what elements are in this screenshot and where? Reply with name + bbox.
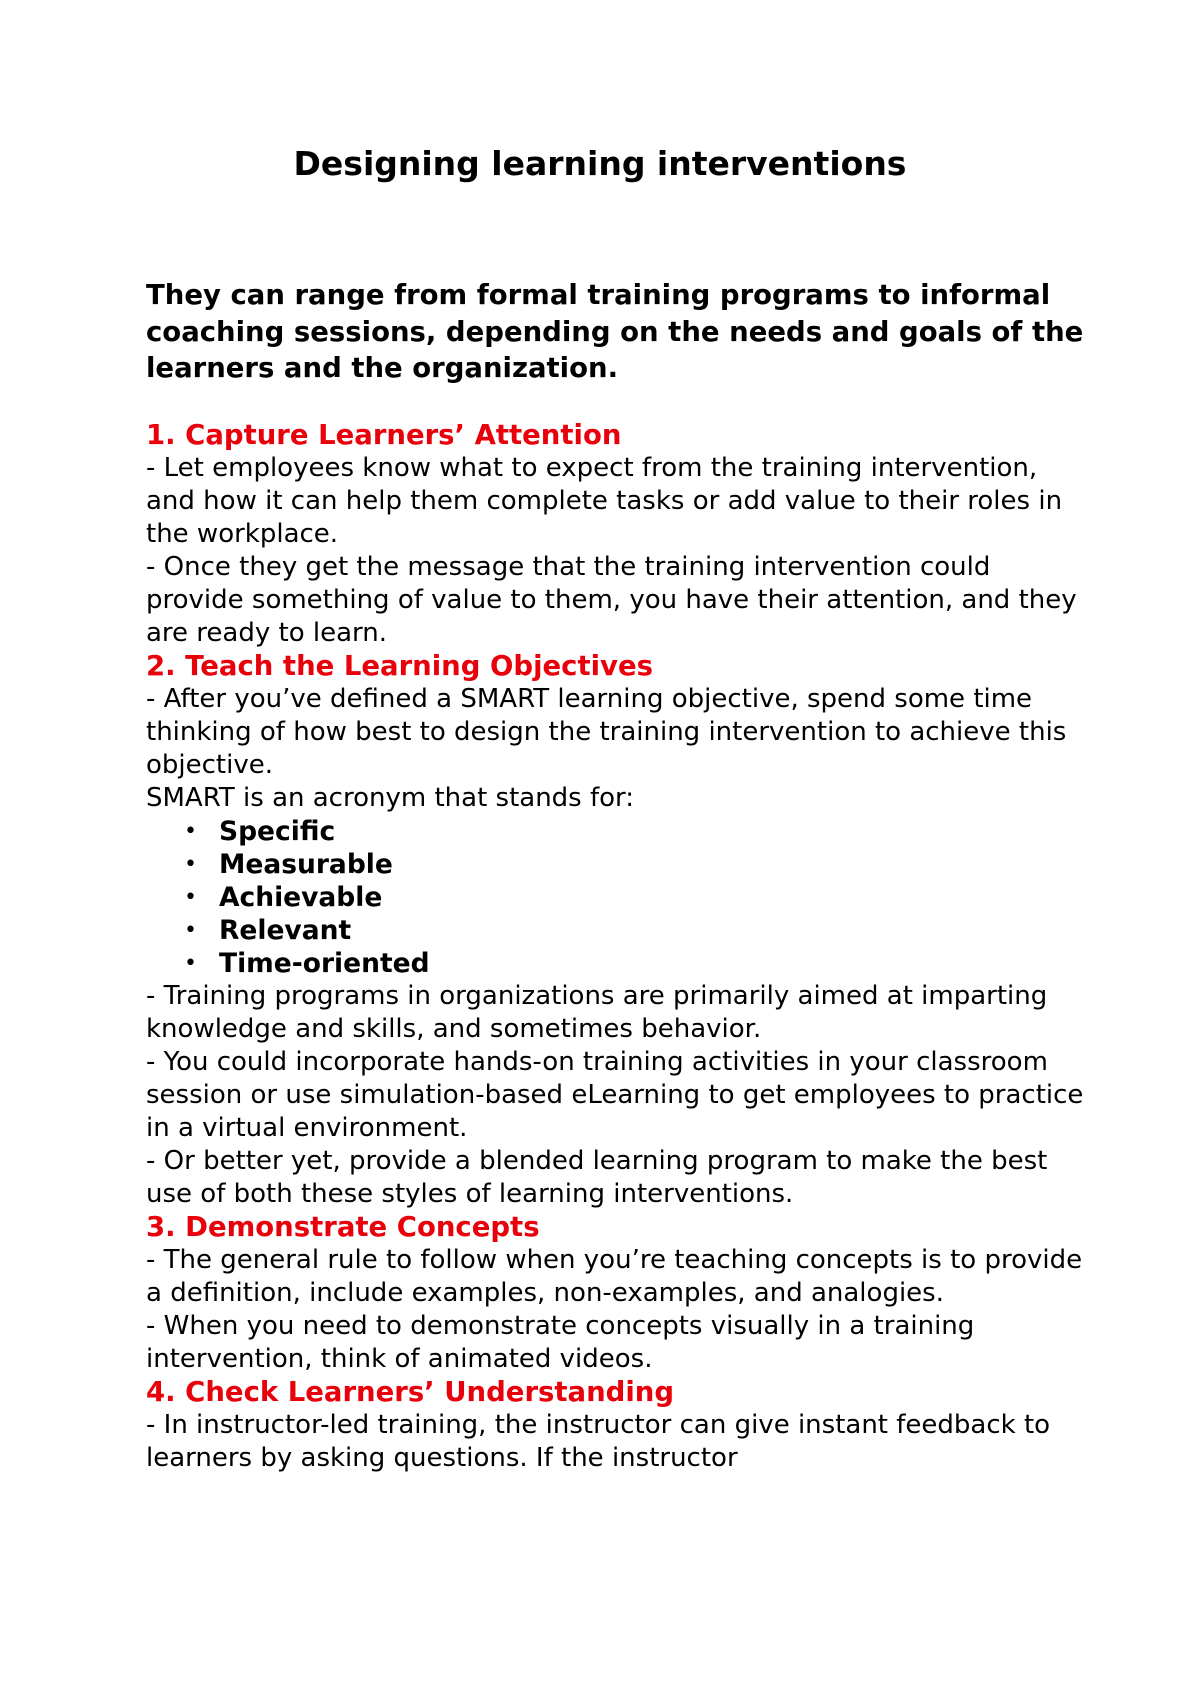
section-learning-objectives <box>146 650 1086 1211</box>
list-item <box>184 947 1086 980</box>
list-item <box>184 848 1086 881</box>
section-paragraph: - Let employees know what to expect from the training intervention, and how it can help them complete tasks or add value to their roles in the workplace. <box>146 452 1063 549</box>
document-title: Designing learning interventions <box>293 144 907 183</box>
smart-acronym-intro: SMART is an acronym that stands for: <box>146 782 635 813</box>
bullet-text: Achievable <box>219 881 383 913</box>
section-heading: 1. Capture Learners’ Attention <box>146 418 622 451</box>
section-paragraph: - You could incorporate hands-on training activities in your classroom session or use simulation-based eLearning to get employees to practice in a virtual environment. <box>146 1046 1084 1143</box>
section-paragraph: - In instructor-led training, the instructor can give instant feedback to learners by asking questions. If the instructor <box>146 1409 1051 1473</box>
bullet-icon: • <box>184 917 197 943</box>
bullet-icon: • <box>184 884 197 910</box>
intro-paragraph: They can range from formal training programs to informal coaching sessions, depending on the needs and goals of the learners and the organization. <box>146 279 1084 384</box>
section-demonstrate-concepts <box>146 1211 1086 1376</box>
section-paragraph: - Training programs in organizations are primarily aimed at imparting knowledge and skills, and sometimes behavior. <box>146 980 1048 1044</box>
section-capture-attention <box>146 419 1086 650</box>
section-heading: 2. Teach the Learning Objectives <box>146 649 653 682</box>
list-item <box>184 815 1086 848</box>
section-paragraph: - Or better yet, provide a blended learning program to make the best use of both these styles of learning interventions. <box>146 1145 1048 1209</box>
list-item <box>184 881 1086 914</box>
bullet-icon: • <box>184 950 197 976</box>
section-paragraph: - Once they get the message that the training intervention could provide something of value to them, you have their attention, and they are ready to learn. <box>146 551 1077 648</box>
bullet-text: Time-oriented <box>219 947 430 979</box>
list-item <box>184 914 1086 947</box>
bullet-text: Relevant <box>219 914 352 946</box>
section-paragraph: - When you need to demonstrate concepts visually in a training intervention, think of animated videos. <box>146 1310 975 1374</box>
section-paragraph: - After you’ve defined a SMART learning objective, spend some time thinking of how best to design the training intervention to achieve this objective. <box>146 683 1067 780</box>
section-heading: 4. Check Learners’ Understanding <box>146 1375 675 1408</box>
section-check-understanding <box>146 1376 1086 1475</box>
bullet-icon: • <box>184 818 197 844</box>
section-heading: 3. Demonstrate Concepts <box>146 1210 540 1243</box>
bullet-icon: • <box>184 851 197 877</box>
bullet-text: Specific <box>219 815 336 847</box>
document-body <box>146 277 1086 1475</box>
bullet-text: Measurable <box>219 848 393 880</box>
section-paragraph: - The general rule to follow when you’re teaching concepts is to provide a definition, include examples, non-examples, and analogies. <box>146 1244 1083 1308</box>
smart-bullet-list <box>146 815 1086 980</box>
